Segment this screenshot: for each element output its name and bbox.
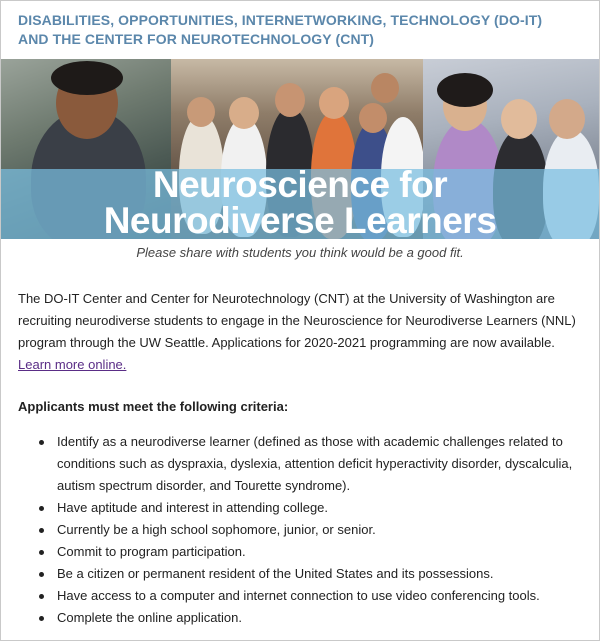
- hero-banner-image: [1, 59, 599, 239]
- criteria-item: [39, 519, 587, 541]
- criteria-item-text: Have aptitude and interest in attending college.: [57, 500, 329, 515]
- criteria-heading: Applicants must meet the following criteria:: [18, 399, 289, 414]
- hero-title-line-2: Neurodiverse Learners: [103, 200, 497, 239]
- bullet-icon: [39, 550, 44, 555]
- intro-text: The DO-IT Center and Center for Neurotechnology (CNT) at the University of Washington are recruiting neurodiverse students to engage in the Neuroscience for Neurodiverse Learners (NNL) program through the UW Seattle. Applications for 2020-2021 programming are now available.: [18, 291, 576, 350]
- criteria-item-text: Identify as a neurodiverse learner (defined as those with academic challenges related to conditions such as dyspraxia, dyslexia, attention deficit hyperactivity disorder, dyscalculia, autism spectrum disorder, and Tourette syndrome).: [57, 434, 573, 493]
- criteria-item-text: Be a citizen or permanent resident of the United States and its possessions.: [57, 566, 494, 581]
- criteria-item: [39, 431, 587, 497]
- header-title-line-1: DISABILITIES, OPPORTUNITIES, INTERNETWORKING, TECHNOLOGY (DO-IT): [18, 12, 543, 28]
- criteria-item: [39, 563, 587, 585]
- hero-title-line-1: Neuroscience for: [152, 164, 448, 205]
- criteria-item: [39, 497, 587, 519]
- criteria-item: [39, 541, 587, 563]
- bullet-icon: [39, 616, 44, 621]
- criteria-item-text: Have access to a computer and internet connection to use video conferencing tools.: [57, 588, 540, 603]
- header-title: [18, 11, 588, 49]
- bullet-icon: [39, 506, 44, 511]
- bullet-icon: [39, 572, 44, 577]
- learn-more-link[interactable]: Learn more online.: [18, 357, 127, 372]
- criteria-list: [39, 431, 587, 629]
- criteria-item-text: Complete the online application.: [57, 610, 243, 625]
- hero-title: [1, 164, 599, 239]
- criteria-item-text: Currently be a high school sophomore, junior, or senior.: [57, 522, 376, 537]
- criteria-item: [39, 607, 587, 629]
- criteria-item-text: Commit to program participation.: [57, 544, 246, 559]
- intro-paragraph: [18, 288, 588, 376]
- bullet-icon: [39, 528, 44, 533]
- bullet-icon: [39, 440, 44, 445]
- bullet-icon: [39, 594, 44, 599]
- header-title-line-2: AND THE CENTER FOR NEUROTECHNOLOGY (CNT): [18, 31, 375, 47]
- criteria-item: [39, 585, 587, 607]
- image-caption: Please share with students you think would be a good fit.: [136, 245, 464, 260]
